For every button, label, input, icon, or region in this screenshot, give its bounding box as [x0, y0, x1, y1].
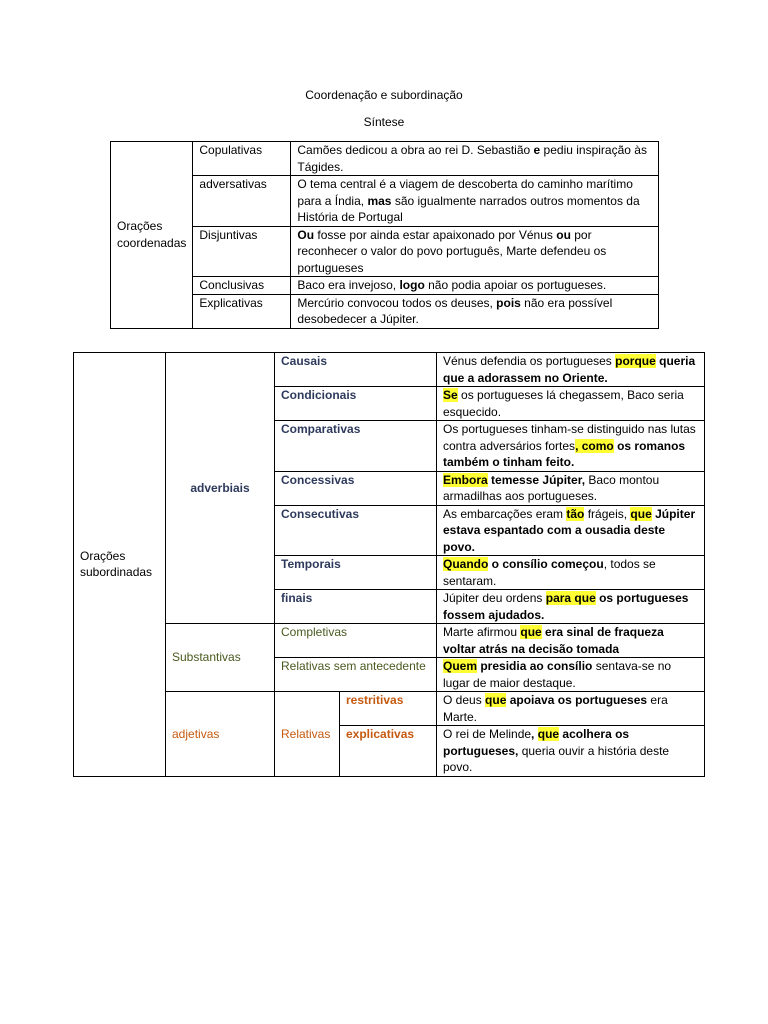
text-run: Mercúrio convocou todos os deuses,	[297, 295, 497, 310]
substantiva-example	[437, 658, 705, 692]
adverbial-example	[437, 505, 705, 556]
coord-example	[291, 176, 659, 227]
text-run: era sinal de fraqueza voltar atrás na decisão tomada	[443, 625, 664, 656]
adverbial-type: Causais	[275, 353, 437, 387]
text-run: por reconhecer o valor do povo português, Marte defendeu os portugueses	[297, 227, 607, 275]
adverbial-type: Comparativas	[275, 421, 437, 472]
text-run: Marte afirmou	[443, 625, 521, 639]
text-run: são igualmente narrados outros momentos da História de Portugal	[297, 193, 640, 224]
adjetiva-type: restritivas	[340, 692, 437, 726]
text-run: Júpiter deu ordens	[443, 591, 546, 605]
substantiva-example	[437, 624, 705, 658]
text-run: acolhera os portugueses,	[443, 727, 630, 758]
highlighted-connector: porque	[615, 354, 656, 368]
text-run: os romanos também o tinham feito.	[443, 438, 686, 469]
coord-type: Explicativas	[193, 294, 291, 328]
adjetiva-example	[437, 692, 705, 726]
text-run: frágeis,	[584, 506, 631, 521]
highlighted-connector: , como	[575, 438, 614, 453]
adverbial-type: Concessivas	[275, 471, 437, 505]
adverbial-type: finais	[275, 590, 437, 624]
adverbiais-label: adverbiais	[166, 353, 275, 624]
coord-type: adversativas	[193, 176, 291, 227]
text-run: , todos se sentaram.	[443, 557, 656, 588]
substantiva-type: Relativas sem antecedente	[275, 658, 437, 692]
text-run: sentava-se no lugar de maior destaque.	[443, 659, 672, 690]
coord-type: Conclusivas	[193, 277, 291, 295]
coordenadas-table	[110, 141, 659, 329]
text-run: ou	[556, 227, 571, 242]
text-run: O rei de Melinde	[443, 727, 532, 741]
subordinadas-table	[73, 352, 705, 777]
substantiva-type: Completivas	[275, 624, 437, 658]
adverbial-example	[437, 353, 705, 387]
subordinadas-label: Orações subordinadas	[74, 353, 166, 777]
page-title: Coordenação e subordinação	[305, 88, 463, 102]
highlighted-connector: Se	[443, 388, 458, 402]
adverbial-type: Temporais	[275, 556, 437, 590]
text-run: pois	[496, 295, 521, 310]
coord-type: Disjuntivas	[193, 226, 291, 277]
text-run: O tema central é a viagem de descoberta do caminho marítimo para a Índia,	[297, 177, 633, 208]
highlighted-connector: para que	[545, 591, 596, 605]
text-run: O deus	[443, 693, 486, 707]
highlighted-connector: Quem	[443, 659, 478, 673]
coordenadas-label: Orações coordenadas	[111, 142, 193, 329]
text-run: e	[533, 143, 541, 157]
coord-example	[291, 294, 659, 328]
adverbial-example	[437, 421, 705, 472]
text-run: temesse Júpiter,	[487, 472, 586, 487]
highlighted-connector: que	[630, 506, 652, 521]
text-run: o consílio começou	[488, 557, 604, 571]
relativas-label: Relativas	[275, 692, 340, 777]
highlighted-connector: Embora	[443, 472, 488, 487]
text-run: pediu inspiração às Tágides.	[297, 143, 647, 174]
text-run: apoiava os portugueses	[506, 693, 648, 707]
text-run: fosse por ainda estar apaixonado por Vénus	[314, 227, 557, 242]
highlighted-connector: que	[537, 727, 560, 741]
text-run: Baco montou armadilhas aos portugueses.	[443, 472, 660, 503]
coord-type: Copulativas	[193, 142, 291, 176]
text-run: Camões dedicou a obra ao rei D. Sebastião	[297, 143, 534, 157]
adjetiva-example	[437, 726, 705, 777]
adjetivas-label: adjetivas	[166, 692, 275, 777]
text-run: era Marte.	[443, 693, 668, 724]
text-run: As embarcações eram	[443, 506, 567, 521]
highlighted-connector: Quando	[443, 557, 489, 571]
text-run: não podia apoiar os portugueses.	[424, 278, 607, 292]
adverbial-example	[437, 556, 705, 590]
text-run: logo	[399, 278, 425, 292]
adverbial-example	[437, 471, 705, 505]
adverbial-example	[437, 387, 705, 421]
text-run: Baco era invejoso,	[297, 278, 400, 292]
text-run: Ou	[297, 227, 315, 242]
highlighted-connector: tão	[566, 506, 585, 521]
adverbial-example	[437, 590, 705, 624]
coord-example	[291, 226, 659, 277]
text-run: queria ouvir a história deste povo.	[443, 743, 670, 774]
adverbial-type: Consecutivas	[275, 505, 437, 556]
page-subtitle: Síntese	[363, 115, 405, 129]
substantivas-label: Substantivas	[166, 624, 275, 692]
text-run: os portugueses lá chegassem, Baco seria esquecido.	[443, 388, 684, 419]
highlighted-connector: que	[485, 693, 507, 707]
text-run: os portugueses fossem ajudados.	[443, 591, 689, 622]
text-run: Júpiter estava espantado com a ousadia deste povo.	[443, 506, 696, 554]
text-run: presidia ao consílio	[477, 659, 593, 673]
coord-example	[291, 142, 659, 176]
text-run: não era possível desobedecer a Júpiter.	[297, 295, 613, 326]
text-run: mas	[367, 193, 392, 208]
text-run: ,	[531, 727, 535, 741]
highlighted-connector: que	[520, 625, 542, 639]
adverbial-type: Condicionais	[275, 387, 437, 421]
adjetiva-type: explicativas	[340, 726, 437, 777]
coord-example	[291, 277, 659, 295]
text-run: queria que a adorassem no Oriente.	[443, 354, 696, 385]
text-run: Os portugueses tinham-se distinguido nas lutas contra adversários fortes	[443, 422, 696, 453]
text-run: Vénus defendia os portugueses	[443, 354, 616, 368]
